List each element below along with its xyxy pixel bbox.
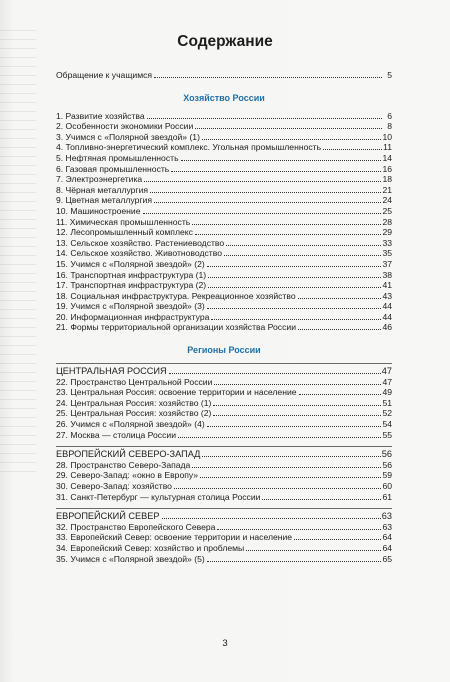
toc-entry-page: 5 bbox=[387, 70, 392, 80]
toc-entry-page: 18 bbox=[382, 174, 392, 185]
dot-leader bbox=[208, 281, 381, 288]
toc-entry[interactable] bbox=[56, 206, 392, 217]
toc-entry-title: 9. Цветная металлургия bbox=[56, 195, 152, 206]
toc-entry-title: 31. Санкт-Петербург — культурная столица России bbox=[56, 491, 261, 502]
toc-entry-page: 46 bbox=[382, 322, 392, 333]
dot-leader bbox=[298, 292, 382, 299]
dot-leader bbox=[144, 175, 381, 182]
toc-entry[interactable] bbox=[56, 470, 392, 481]
toc-entry-page: 16 bbox=[382, 163, 392, 174]
dot-leader bbox=[195, 228, 382, 235]
toc-entry-page: 47 bbox=[382, 376, 392, 387]
toc-entry-page: 56 bbox=[382, 459, 392, 470]
dot-leader bbox=[214, 378, 381, 385]
dot-leader bbox=[202, 133, 381, 140]
dot-leader bbox=[207, 420, 382, 427]
toc-entry-title: 19. Учимся с «Полярной звездой» (3) bbox=[56, 301, 205, 312]
toc-entry-page: 61 bbox=[382, 491, 392, 502]
dot-leader bbox=[211, 313, 381, 320]
dot-leader bbox=[192, 218, 381, 225]
toc-entry-page: 25 bbox=[382, 205, 392, 216]
toc-entry-title: 7. Электроэнергетика bbox=[56, 174, 143, 185]
dot-leader bbox=[213, 409, 381, 416]
toc-entry-title: ЕВРОПЕЙСКИЙ СЕВЕР bbox=[56, 511, 160, 522]
toc-entry-title: 26. Учимся с «Полярной звездой» (4) bbox=[56, 419, 205, 430]
toc-entry-title: 25. Центральная Россия: хозяйство (2) bbox=[56, 408, 212, 419]
dot-leader bbox=[299, 388, 382, 395]
toc-entry-title: Обращение к учащимся bbox=[56, 70, 153, 80]
toc-region-heading[interactable] bbox=[56, 511, 392, 522]
toc-entry-title: 22. Пространство Центральной России bbox=[56, 376, 213, 387]
toc-entry-page: 65 bbox=[382, 553, 392, 564]
dot-leader bbox=[246, 544, 381, 551]
divider bbox=[56, 363, 392, 364]
toc-entry-title: 32. Пространство Европейского Севера bbox=[56, 521, 216, 532]
toc-entry[interactable] bbox=[56, 460, 392, 471]
toc-entry[interactable] bbox=[56, 377, 392, 388]
toc-entry-title: 35. Учимся с «Полярной звездой» (5) bbox=[56, 553, 205, 564]
toc-entry[interactable] bbox=[56, 185, 392, 196]
toc-entry[interactable] bbox=[56, 322, 392, 333]
toc-entry[interactable] bbox=[56, 238, 392, 249]
section-economy-list bbox=[56, 111, 392, 333]
toc-entry-title: 13. Сельское хозяйство. Растениеводство bbox=[56, 237, 225, 248]
dot-leader bbox=[192, 461, 381, 468]
toc-entry-page: 37 bbox=[382, 258, 392, 269]
toc-entry[interactable] bbox=[56, 312, 392, 323]
dot-leader bbox=[298, 323, 381, 330]
toc-entry[interactable] bbox=[56, 248, 392, 259]
dot-leader bbox=[200, 471, 381, 478]
dot-leader bbox=[208, 271, 381, 278]
dot-leader bbox=[174, 482, 381, 489]
toc-entry-page: 28 bbox=[382, 216, 392, 227]
toc-entry-page: 64 bbox=[382, 542, 392, 553]
toc-entry[interactable] bbox=[56, 121, 392, 132]
dot-leader bbox=[195, 122, 382, 129]
toc-entry-title: 27. Москва — столица России bbox=[56, 429, 177, 440]
toc-entry[interactable] bbox=[56, 227, 392, 238]
dot-leader bbox=[224, 249, 381, 256]
toc-entry[interactable] bbox=[56, 195, 392, 206]
toc-entry-title: 3. Учимся с «Полярной звездой» (1) bbox=[56, 131, 200, 142]
toc-entry-title: ЕВРОПЕЙСКИЙ СЕВЕРО-ЗАПАД bbox=[56, 449, 201, 460]
toc-entry[interactable] bbox=[56, 217, 392, 228]
toc-entry[interactable] bbox=[56, 522, 392, 533]
toc-region-heading[interactable] bbox=[56, 449, 392, 460]
toc-entry-page: 35 bbox=[382, 248, 392, 259]
toc-entry-title: 4. Топливно-энергетический комплекс. Угольная промышленность bbox=[56, 142, 322, 153]
toc-entry[interactable] bbox=[56, 111, 392, 122]
toc-entry-page: 41 bbox=[382, 280, 392, 291]
page-title: Содержание bbox=[177, 33, 273, 50]
toc-entry[interactable] bbox=[56, 543, 392, 554]
dot-leader bbox=[178, 431, 381, 438]
dot-leader bbox=[162, 512, 381, 519]
toc-entry-title: 5. Нефтяная промышленность bbox=[56, 152, 179, 163]
toc-entry[interactable] bbox=[56, 430, 392, 441]
toc-entry-title: 29. Северо-Запад: «окно в Европу» bbox=[56, 470, 199, 481]
toc-entry-page: 43 bbox=[382, 290, 392, 301]
toc-entry[interactable] bbox=[56, 132, 392, 143]
toc-entry-page: 33 bbox=[382, 237, 392, 248]
toc-entry-title: 2. Особенности экономики России bbox=[56, 121, 194, 132]
toc-entry-title: 21. Формы территориальной организации хозяйства России bbox=[56, 322, 296, 333]
dot-leader bbox=[207, 260, 382, 267]
toc-entry[interactable] bbox=[56, 142, 392, 153]
toc-entry[interactable] bbox=[56, 532, 392, 543]
dot-leader bbox=[294, 533, 381, 540]
toc-entry-page: 47 bbox=[381, 366, 392, 377]
dot-leader bbox=[202, 450, 380, 457]
toc-entry-page: 64 bbox=[382, 532, 392, 543]
section-heading-regions: Регионы России bbox=[187, 345, 261, 356]
toc-entry-page: 55 bbox=[382, 429, 392, 440]
toc-entry[interactable] bbox=[56, 408, 392, 419]
toc-entry[interactable] bbox=[56, 387, 392, 398]
toc-entry-page: 21 bbox=[382, 184, 392, 195]
toc-entry-intro[interactable] bbox=[56, 70, 392, 81]
toc-entry-page: 6 bbox=[387, 110, 392, 121]
toc-entry-title: 23. Центральная Россия: освоение территории и население bbox=[56, 387, 297, 398]
toc-entry[interactable] bbox=[56, 398, 392, 409]
toc-entry-page: 44 bbox=[382, 301, 392, 312]
toc-entry[interactable] bbox=[56, 492, 392, 503]
dot-leader bbox=[207, 302, 382, 309]
dot-leader bbox=[181, 154, 382, 161]
toc-entry-title: 16. Транспортная инфраструктура (1) bbox=[56, 269, 207, 280]
toc-entry[interactable] bbox=[56, 164, 392, 175]
toc-entry[interactable] bbox=[56, 259, 392, 270]
toc-entry-title: 33. Европейский Север: освоение территории и население bbox=[56, 532, 293, 543]
toc-entry-page: 14 bbox=[382, 152, 392, 163]
toc-entry-page: 29 bbox=[382, 227, 392, 238]
dot-leader bbox=[154, 196, 381, 203]
toc-entry-title: 28. Пространство Северо-Запада bbox=[56, 459, 191, 470]
toc-entry-page: 56 bbox=[381, 449, 392, 460]
toc-entry-title: 12. Лесопромышленный комплекс bbox=[56, 227, 193, 238]
dot-leader bbox=[169, 367, 381, 374]
region-group-north bbox=[56, 508, 392, 564]
region-group-northwest bbox=[56, 446, 392, 502]
toc-entry-page: 52 bbox=[382, 408, 392, 419]
toc-entry-page: 51 bbox=[382, 397, 392, 408]
toc-entry-title: 10. Машиностроение bbox=[56, 205, 141, 216]
toc-entry-title: 30. Северо-Запад: хозяйство bbox=[56, 481, 172, 491]
dot-leader bbox=[150, 186, 381, 193]
toc-entry-title: ЦЕНТРАЛЬНАЯ РОССИЯ bbox=[56, 366, 167, 377]
toc-entry-page: 63 bbox=[381, 511, 392, 522]
toc-entry-title: 17. Транспортная инфраструктура (2) bbox=[56, 280, 207, 291]
toc-entry-page: 11 bbox=[383, 142, 392, 153]
toc-entry-page: 59 bbox=[382, 470, 392, 481]
toc-entry-page: 10 bbox=[382, 131, 392, 142]
toc-entry-title: 15. Учимся с «Полярной звездой» (2) bbox=[56, 258, 205, 269]
dot-leader bbox=[143, 207, 382, 214]
toc-entry[interactable] bbox=[56, 291, 392, 302]
toc-entry[interactable] bbox=[56, 481, 392, 492]
toc-entry-title: 24. Центральная Россия: хозяйство (1) bbox=[56, 397, 212, 408]
dot-leader bbox=[262, 493, 381, 500]
dot-leader bbox=[171, 165, 381, 172]
divider bbox=[56, 508, 392, 509]
toc-entry[interactable] bbox=[56, 174, 392, 185]
toc-entry-page: 24 bbox=[382, 195, 392, 206]
toc-entry-title: 14. Сельское хозяйство. Животноводство bbox=[56, 248, 222, 259]
toc-entry-page: 49 bbox=[382, 387, 392, 398]
divider bbox=[56, 446, 392, 447]
toc-entry-title: 11. Химическая промышленность bbox=[56, 216, 191, 227]
toc-entry[interactable] bbox=[56, 280, 392, 291]
dot-leader bbox=[213, 399, 381, 406]
toc-entry-page: 8 bbox=[387, 121, 392, 132]
region-group-central bbox=[56, 363, 392, 440]
toc-entry-page: 63 bbox=[382, 521, 392, 532]
dot-leader bbox=[207, 555, 382, 562]
dot-leader bbox=[217, 523, 381, 530]
toc-entry-title: 34. Европейский Север: хозяйство и проблемы bbox=[56, 542, 245, 553]
dot-leader bbox=[147, 112, 382, 119]
toc-entry-title: 18. Социальная инфраструктура. Рекреационное хозяйство bbox=[56, 290, 296, 301]
toc-entry[interactable] bbox=[56, 554, 392, 565]
toc-entry-page: 54 bbox=[382, 419, 392, 430]
dot-leader bbox=[226, 239, 381, 246]
section-heading-economy: Хозяйство России bbox=[183, 92, 265, 103]
toc-entry[interactable] bbox=[56, 419, 392, 430]
table-of-contents bbox=[56, 70, 392, 564]
dot-leader bbox=[323, 143, 382, 150]
toc-entry[interactable] bbox=[56, 301, 392, 312]
toc-entry-page: 60 bbox=[382, 481, 392, 491]
toc-entry-title: 1. Развитие хозяйства bbox=[56, 110, 145, 121]
toc-entry[interactable] bbox=[56, 153, 392, 164]
toc-entry-title: 6. Газовая промышленность bbox=[56, 163, 170, 174]
dot-leader bbox=[154, 71, 382, 78]
page-number: 3 bbox=[222, 638, 228, 649]
toc-entry-page: 44 bbox=[382, 311, 392, 322]
show-through-text bbox=[0, 30, 36, 480]
toc-entry[interactable] bbox=[56, 270, 392, 281]
toc-region-heading[interactable] bbox=[56, 366, 392, 377]
toc-entry-title: 8. Чёрная металлургия bbox=[56, 184, 149, 195]
toc-entry-page: 38 bbox=[382, 269, 392, 280]
toc-entry-title: 20. Информационная инфраструктура bbox=[56, 311, 210, 322]
